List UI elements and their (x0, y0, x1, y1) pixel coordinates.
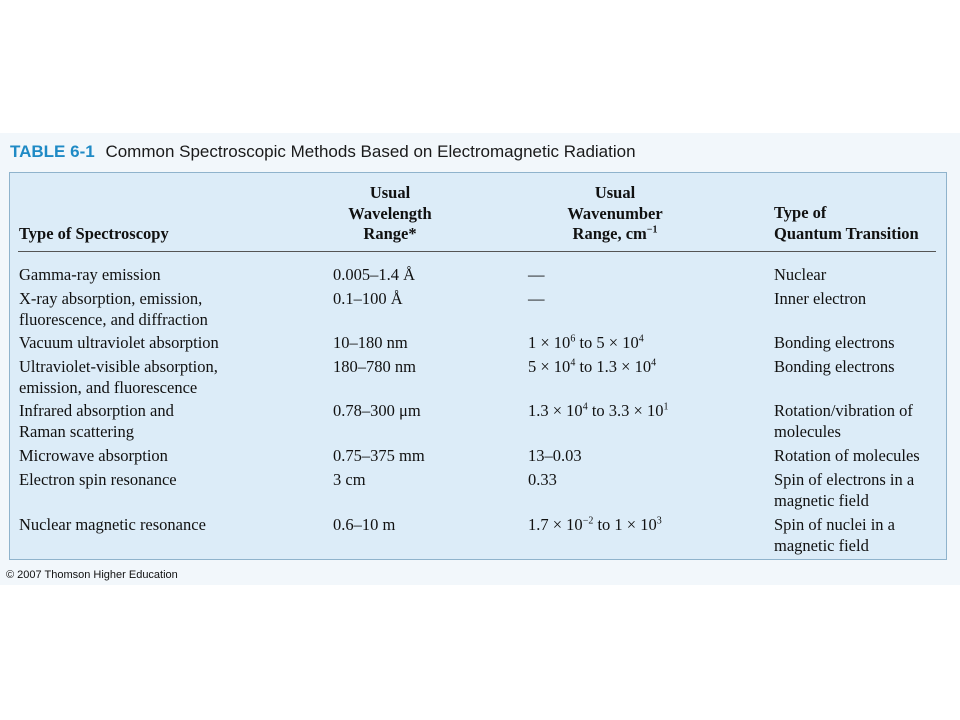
cell-wavelength: 0.78–300 μm (333, 401, 421, 420)
wavenumber-exponent: 3 (656, 515, 662, 527)
header-quantum-transition (774, 203, 919, 244)
cell-transition: Inner electron (774, 289, 867, 308)
header-wavenumber-range (540, 183, 690, 245)
cell-type-line1: Infrared absorption and (19, 401, 174, 420)
header-wavenumber-line1: Usual (594, 183, 636, 202)
cell-type: Vacuum ultraviolet absorption (19, 333, 219, 352)
header-wavelength-range (320, 183, 460, 245)
cell-wavenumber (528, 515, 662, 536)
cell-wavelength: 0.6–10 m (333, 515, 396, 534)
cell-type-line1: X-ray absorption, emission, (19, 289, 203, 308)
cell-type: Nuclear magnetic resonance (19, 515, 206, 534)
cell-wavenumber (528, 401, 668, 422)
cell-transition (774, 401, 913, 442)
cell-wavenumber: — (528, 289, 545, 308)
cell-wavelength: 0.75–375 mm (333, 446, 425, 465)
cell-type: Electron spin resonance (19, 470, 177, 489)
cell-type (19, 289, 208, 330)
cell-transition: Nuclear (774, 265, 827, 284)
wavenumber-exponent: 1 (663, 401, 669, 413)
cell-type: Microwave absorption (19, 446, 168, 465)
cell-transition: Rotation of molecules (774, 446, 920, 465)
cell-wavelength: 0.1–100 Å (333, 289, 403, 308)
wavenumber-part: to 3.3 × 10 (587, 401, 664, 420)
wavenumber-exponent: 4 (651, 357, 657, 369)
cell-wavenumber (528, 333, 644, 354)
wavenumber-exponent: −2 (582, 515, 594, 527)
header-wavelength-line1: Usual (369, 183, 411, 202)
header-transition-line2: Quantum Transition (774, 223, 919, 243)
wavenumber-part: to 5 × 10 (575, 333, 639, 352)
wavenumber-exponent: 6 (570, 333, 576, 345)
wavenumber-part: 1.3 × 10 (528, 401, 583, 420)
header-wavelength-line3: Range* (363, 224, 417, 243)
copyright-notice: © 2007 Thomson Higher Education (6, 569, 178, 581)
cell-wavenumber: — (528, 265, 545, 284)
cell-type-line1: Ultraviolet-visible absorption, (19, 357, 218, 376)
cell-type (19, 401, 174, 442)
header-wavenumber-unit: Range, cm (572, 224, 647, 243)
wavenumber-exponent: 4 (570, 357, 576, 369)
header-transition-line1: Type of (774, 203, 827, 222)
cell-type: Gamma-ray emission (19, 265, 161, 284)
wavenumber-part: 1.7 × 10 (528, 515, 583, 534)
cell-wavelength: 180–780 nm (333, 357, 416, 376)
cell-type (19, 357, 218, 398)
cell-transition-line2: magnetic field (774, 490, 869, 510)
wavenumber-exponent: 4 (582, 401, 588, 413)
header-wavenumber-line3 (540, 224, 690, 245)
cell-wavelength: 0.005–1.4 Å (333, 265, 416, 284)
cell-wavenumber: 13–0.03 (528, 446, 582, 465)
cell-transition-line1: Spin of electrons in a (774, 470, 915, 489)
table-heading (10, 140, 950, 164)
wavenumber-exponent: 4 (638, 333, 644, 345)
cell-wavelength: 3 cm (333, 470, 366, 489)
cell-transition: Bonding electrons (774, 357, 895, 376)
cell-wavenumber: 0.33 (528, 470, 557, 489)
header-wavenumber-line2: Wavenumber (567, 203, 663, 223)
wavenumber-part: to 1.3 × 10 (575, 357, 652, 376)
cell-type-line2: emission, and fluorescence (19, 377, 198, 397)
cell-transition: Bonding electrons (774, 333, 895, 352)
cell-transition (774, 515, 895, 556)
header-type-of-spectroscopy: Type of Spectroscopy (19, 224, 169, 243)
cell-type-line2: fluorescence, and diffraction (19, 309, 208, 329)
cell-wavelength: 10–180 nm (333, 333, 408, 352)
wavenumber-part: 1 × 10 (528, 333, 571, 352)
cell-transition (774, 470, 914, 511)
cell-transition-line2: molecules (774, 421, 841, 441)
table-title: Common Spectroscopic Methods Based on Electromagnetic Radiation (105, 142, 636, 161)
cell-wavenumber (528, 357, 656, 378)
wavenumber-part: to 1 × 10 (593, 515, 657, 534)
cell-transition-line2: magnetic field (774, 535, 869, 555)
header-divider (18, 251, 936, 252)
header-wavenumber-exponent: −1 (646, 224, 658, 236)
wavenumber-part: 5 × 10 (528, 357, 571, 376)
cell-type-line2: Raman scattering (19, 421, 135, 441)
header-wavelength-line2: Wavelength (348, 203, 432, 223)
table-label: TABLE 6-1 (10, 142, 95, 161)
cell-transition-line1: Spin of nuclei in a (774, 515, 895, 534)
cell-transition-line1: Rotation/vibration of (774, 401, 913, 420)
